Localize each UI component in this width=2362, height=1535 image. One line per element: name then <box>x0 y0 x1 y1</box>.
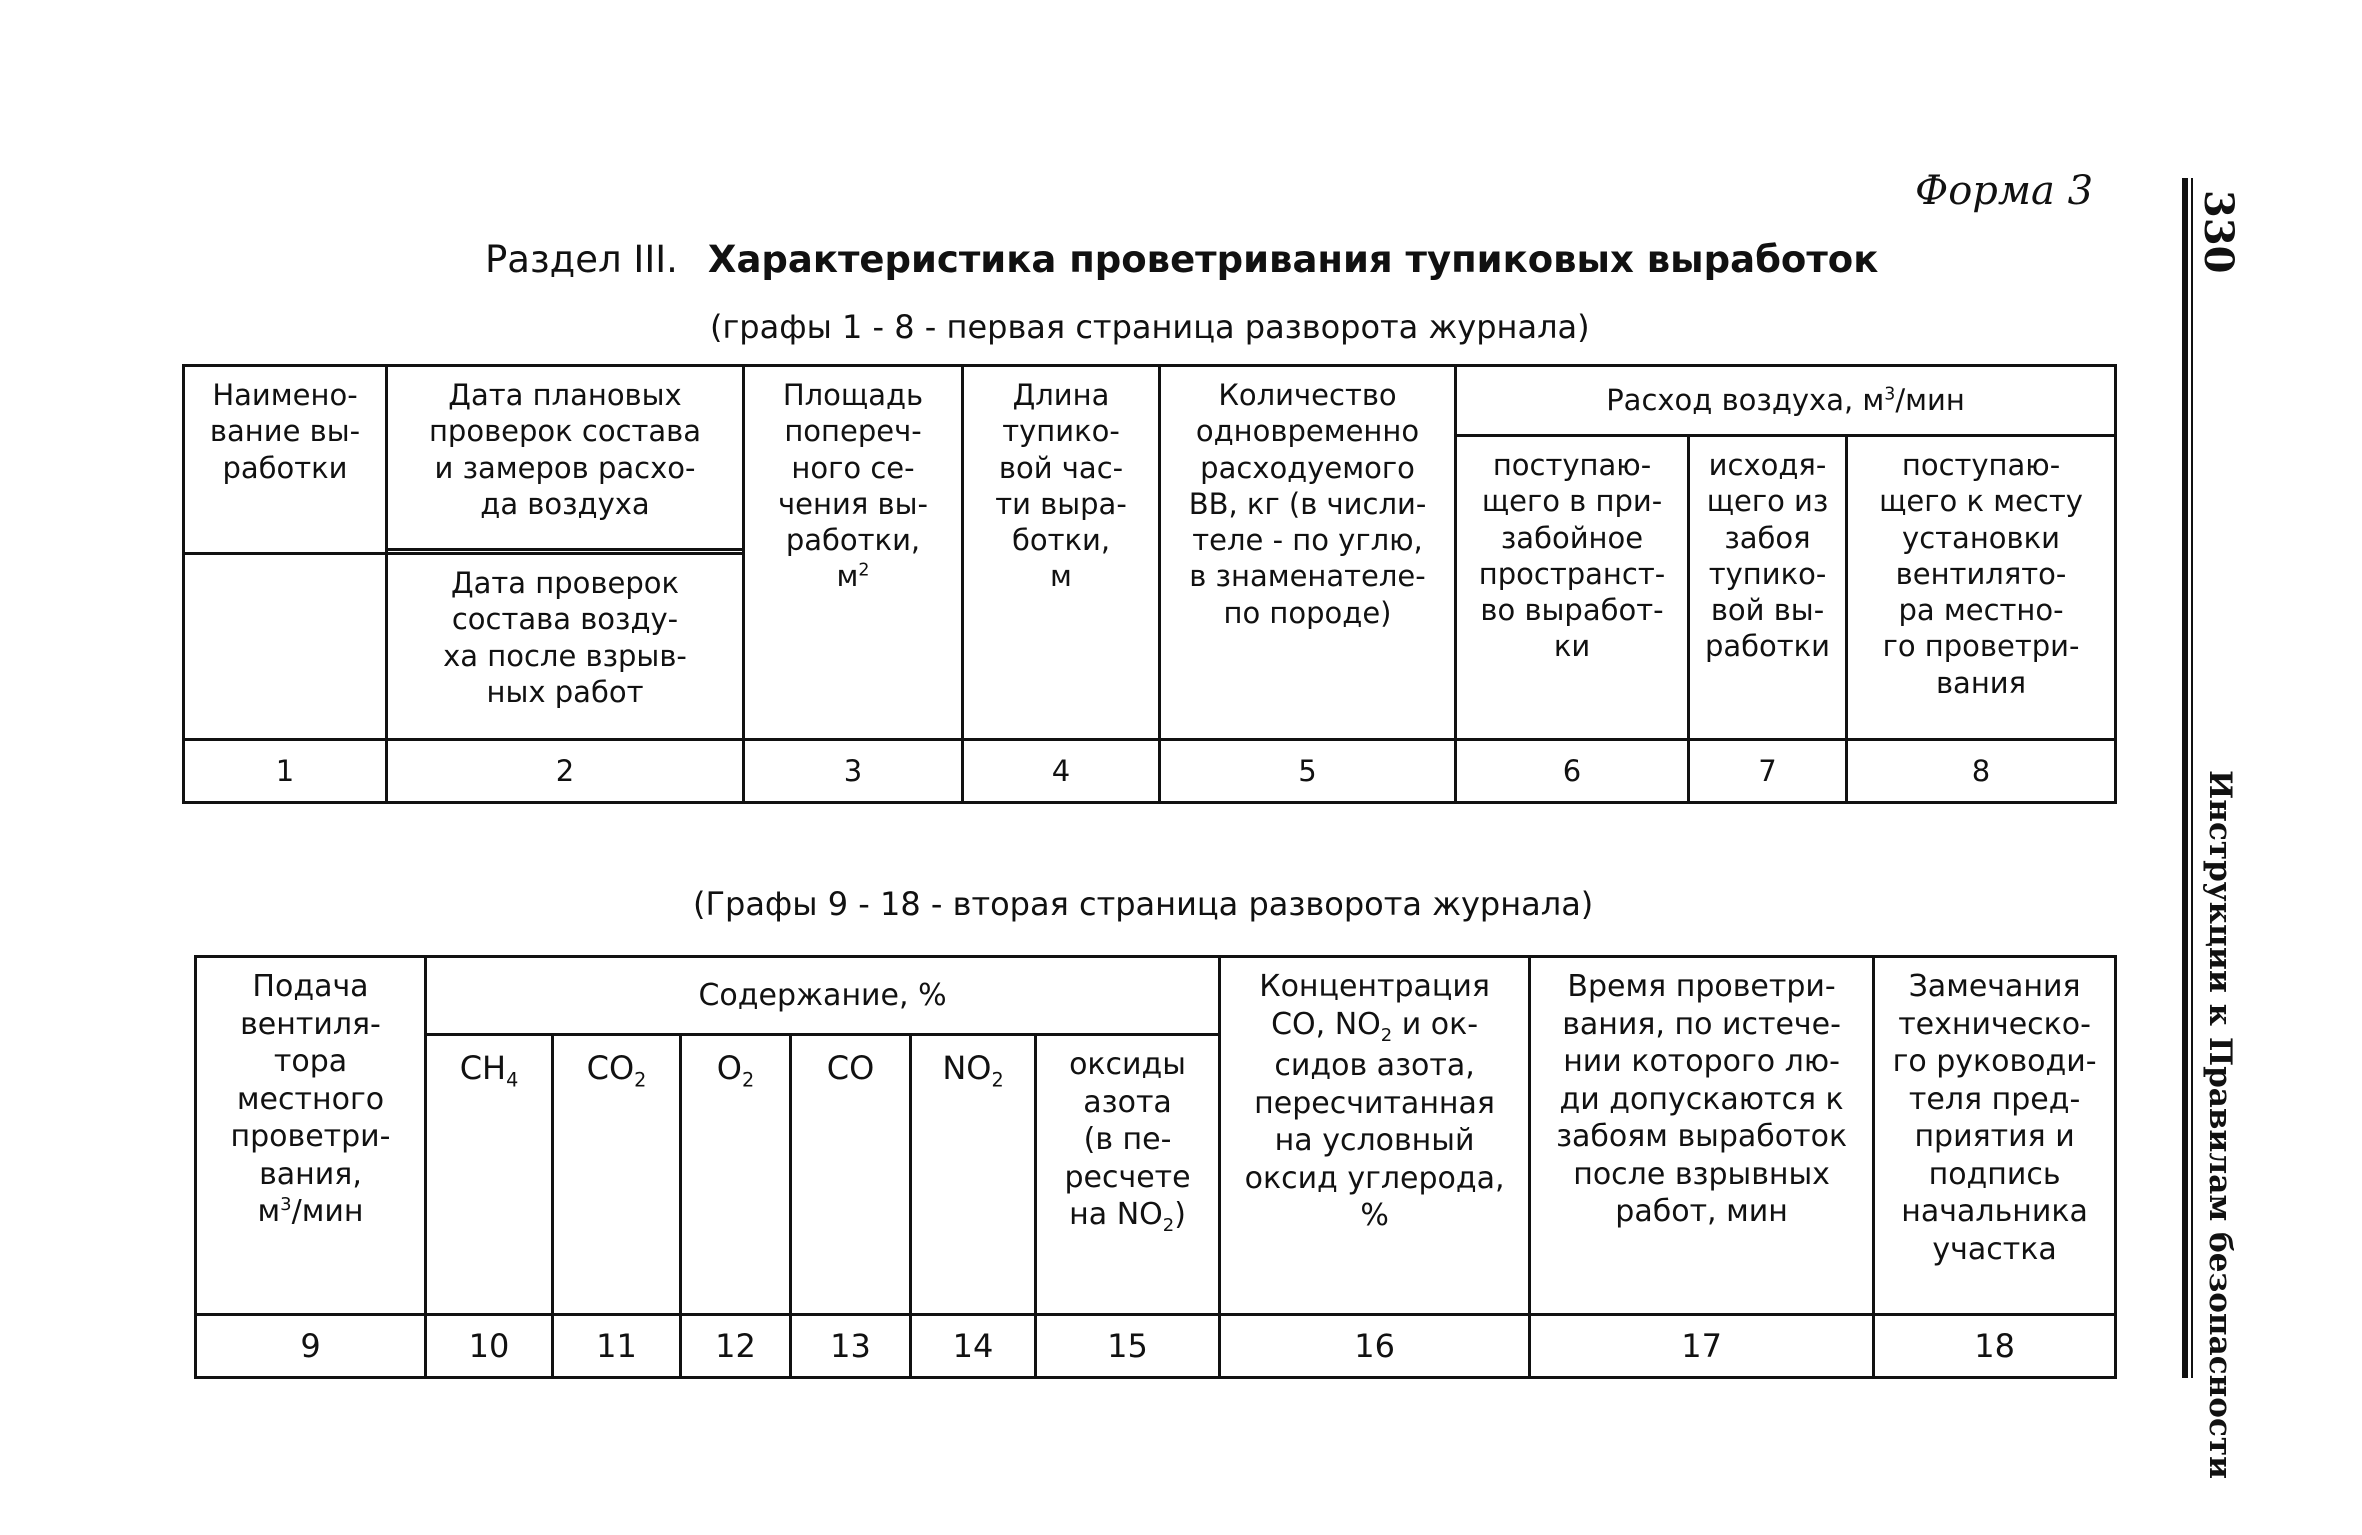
o2-label: O <box>716 1049 742 1087</box>
no2-sub: 2 <box>991 1068 1004 1092</box>
no2-label: NO <box>942 1049 992 1087</box>
header-col16 <box>1220 957 1530 1315</box>
header-col2-bottom: Дата проверок состава возду- ха после взрыв- ных работ <box>387 554 744 740</box>
header-col18: Замечания техническо- го руководи- теля пред- приятия и подпись начальника участка <box>1874 957 2116 1315</box>
header-col9-text: Подача вентиля- тора местного проветри- вания, <box>230 969 391 1192</box>
col16-text-b: и ок- сидов азота, пересчитанная на условный оксид углерода, % <box>1244 1006 1505 1233</box>
header-col1: Наимено- вание вы- работки <box>184 366 387 554</box>
o2-sub: 2 <box>741 1068 755 1092</box>
column-number: 7 <box>1689 740 1847 803</box>
header-air-group <box>1456 366 2116 436</box>
column-number: 16 <box>1220 1315 1530 1378</box>
col16-text-a: Концентрация CO, NO <box>1259 969 1490 1042</box>
page-number: 330 <box>2195 190 2242 274</box>
header-no2 <box>911 1035 1036 1315</box>
column-number: 15 <box>1036 1315 1220 1378</box>
nox-end: ) <box>1174 1197 1186 1232</box>
col9-unit-prefix: м <box>257 1194 281 1229</box>
section-label: Раздел III. <box>485 238 678 281</box>
header-col17: Время проветри- вания, по истече- нии которого лю- ди допускаются к забоям выработок после взрывных работ, мин <box>1530 957 1874 1315</box>
header-col8: поступаю- щего к месту установки вентилято- ра местно- го проветри- вания <box>1847 436 2116 740</box>
margin-rule <box>2182 178 2188 1378</box>
col9-unit-sup: 3 <box>280 1194 292 1215</box>
header-col4-unit: м <box>1050 559 1072 594</box>
column-number: 8 <box>1847 740 2116 803</box>
header-col2-top: Дата плановых проверок состава и замеров расхо- да воздуха <box>387 366 744 550</box>
section-title: Характеристика проветривания тупиковых выработок <box>707 238 1879 281</box>
co2-sub: 2 <box>634 1068 647 1092</box>
header-col5: Количество одновременно расходуемого ВВ, кг (в числи- теле - по углю, в знаменателе- по породе) <box>1160 366 1456 740</box>
header-col9 <box>196 957 426 1315</box>
column-number: 5 <box>1160 740 1456 803</box>
section-heading <box>485 238 1878 281</box>
header-col3-unit: м <box>836 559 859 594</box>
ch4-sub: 4 <box>506 1068 519 1092</box>
column-number: 11 <box>553 1315 681 1378</box>
column-number: 10 <box>426 1315 553 1378</box>
table-part-2 <box>194 955 2117 1379</box>
column-number: 6 <box>1456 740 1689 803</box>
header-col6: поступаю- щего в при- забойное пространст- во выработ- ки <box>1456 436 1689 740</box>
nox-label: оксиды азота (в пе- ресчете на NO <box>1064 1047 1191 1232</box>
header-co2 <box>553 1035 681 1315</box>
header-col4 <box>963 366 1160 740</box>
column-number: 12 <box>681 1315 791 1378</box>
column-number: 13 <box>791 1315 911 1378</box>
nox-sub: 2 <box>1162 1215 1175 1236</box>
column-number: 2 <box>387 740 744 803</box>
air-group-sup: 3 <box>1884 384 1896 405</box>
margin-rule-thin <box>2191 178 2193 1378</box>
air-group-label: Расход воздуха, м <box>1606 383 1885 418</box>
column-number: 3 <box>744 740 963 803</box>
header-ch4 <box>426 1035 553 1315</box>
co2-label: CO <box>586 1049 635 1087</box>
table2-caption: (Графы 9 - 18 - вторая страница разворота журнала) <box>693 885 1594 923</box>
header-col3-unit-sup: 2 <box>858 560 870 581</box>
header-col1-cont <box>184 554 387 740</box>
header-content-group: Содержание, % <box>426 957 1220 1035</box>
co-label: CO <box>826 1049 875 1087</box>
column-number: 17 <box>1530 1315 1874 1378</box>
running-header: Инструкции к Правилам безопасности <box>2202 770 2238 1480</box>
form-label: Форма 3 <box>1915 168 2094 214</box>
header-col4-text: Длина тупико- вой час- ти выра- ботки, <box>995 378 1127 557</box>
col9-unit-suffix: /мин <box>291 1194 364 1229</box>
ch4-label: CH <box>459 1049 507 1087</box>
col16-sub: 2 <box>1380 1024 1393 1046</box>
air-group-unit: /мин <box>1895 383 1965 418</box>
header-co <box>791 1035 911 1315</box>
column-number: 1 <box>184 740 387 803</box>
header-col3 <box>744 366 963 740</box>
header-col3-text: Площадь попереч- ного се- чения вы- работки, <box>778 378 928 557</box>
header-o2 <box>681 1035 791 1315</box>
column-number: 4 <box>963 740 1160 803</box>
table-part-1 <box>182 364 2117 804</box>
header-nox <box>1036 1035 1220 1315</box>
column-number: 9 <box>196 1315 426 1378</box>
column-number: 18 <box>1874 1315 2116 1378</box>
table1-caption: (графы 1 - 8 - первая страница разворота журнала) <box>710 308 1590 346</box>
header-col7: исходя- щего из забоя тупико- вой вы- работки <box>1689 436 1847 740</box>
column-number: 14 <box>911 1315 1036 1378</box>
